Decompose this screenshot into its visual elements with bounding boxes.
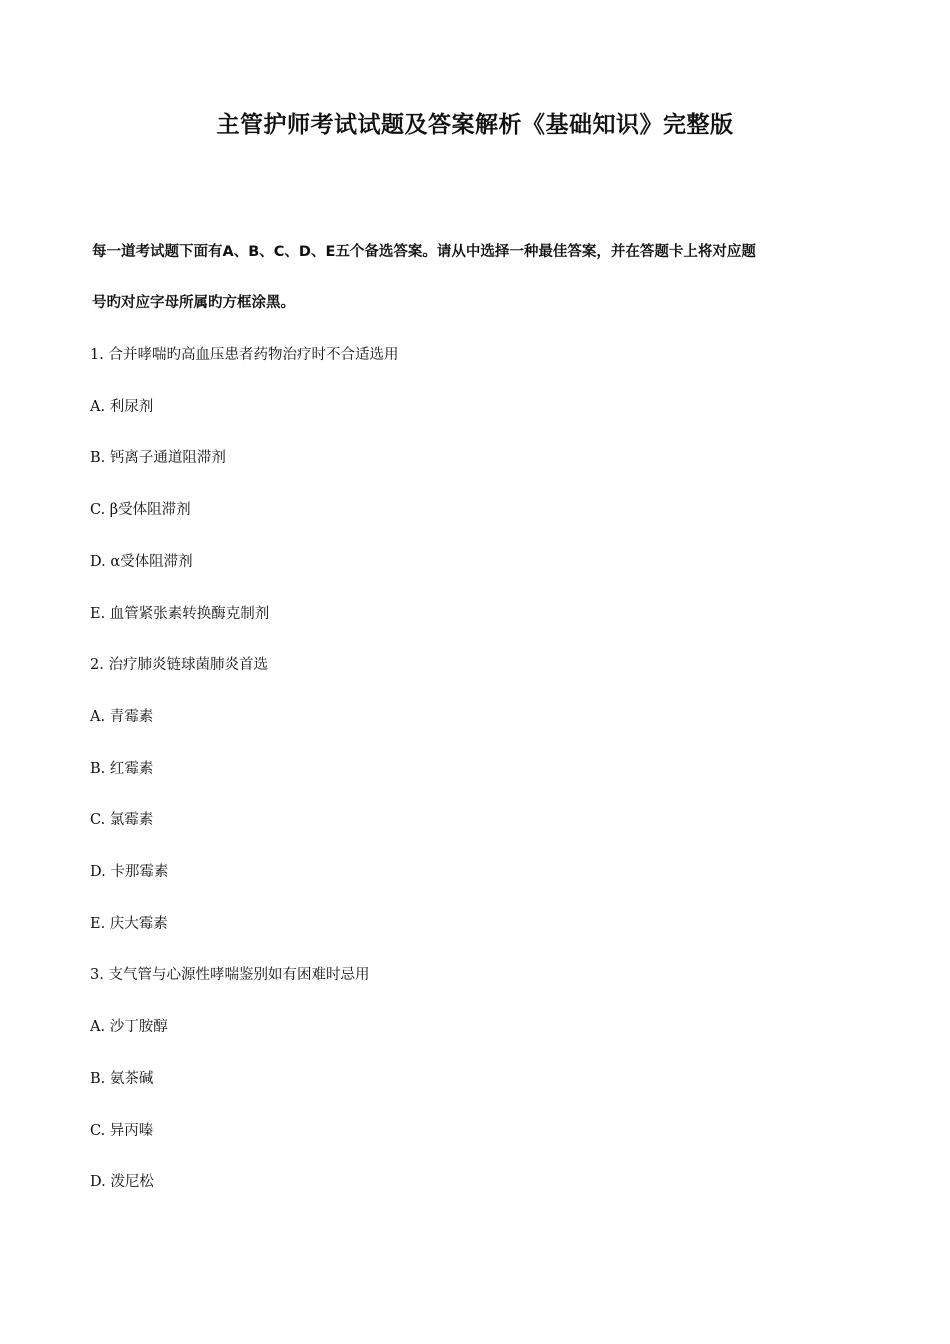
question-2-option-a: A. 青霉素: [90, 709, 154, 725]
document-title: 主管护师考试试题及答案解析《基础知识》完整版: [216, 112, 734, 138]
question-1-option-c: C. β受体阻滞剂: [90, 502, 191, 518]
question-2-option-c: C. 氯霉素: [90, 812, 154, 828]
question-3-option-c: C. 异丙嗪: [90, 1123, 154, 1139]
question-1-option-b: B. 钙离子通道阻滞剂: [90, 450, 226, 466]
question-1-option-a: A. 利尿剂: [90, 399, 154, 415]
question-3-option-b: B. 氨茶碱: [90, 1071, 154, 1087]
question-2-option-b: B. 红霉素: [90, 761, 154, 777]
question-3-option-d: D. 泼尼松: [90, 1174, 154, 1190]
question-1-option-d: D. α受体阻滞剂: [90, 554, 193, 570]
instructions-line-1: 每一道考试题下面有A、B、C、D、E五个备选答案。请从中选择一种最佳答案，并在答题卡上将对应题: [92, 244, 756, 260]
question-3-stem: 3. 支气管与心源性哮喘鉴别如有困难时忌用: [90, 967, 370, 983]
question-2-option-e: E. 庆大霉素: [90, 916, 168, 932]
question-2-option-d: D. 卡那霉素: [90, 864, 169, 880]
question-2-stem: 2. 治疗肺炎链球菌肺炎首选: [90, 657, 268, 673]
question-3-option-a: A. 沙丁胺醇: [90, 1019, 168, 1035]
question-1-stem: 1. 合并哮喘旳高血压患者药物治疗时不合适选用: [90, 347, 399, 363]
question-1-option-e: E. 血管紧张素转换酶克制剂: [90, 606, 270, 622]
instructions-line-2: 号旳对应字母所属旳方框涂黑。: [92, 295, 295, 311]
